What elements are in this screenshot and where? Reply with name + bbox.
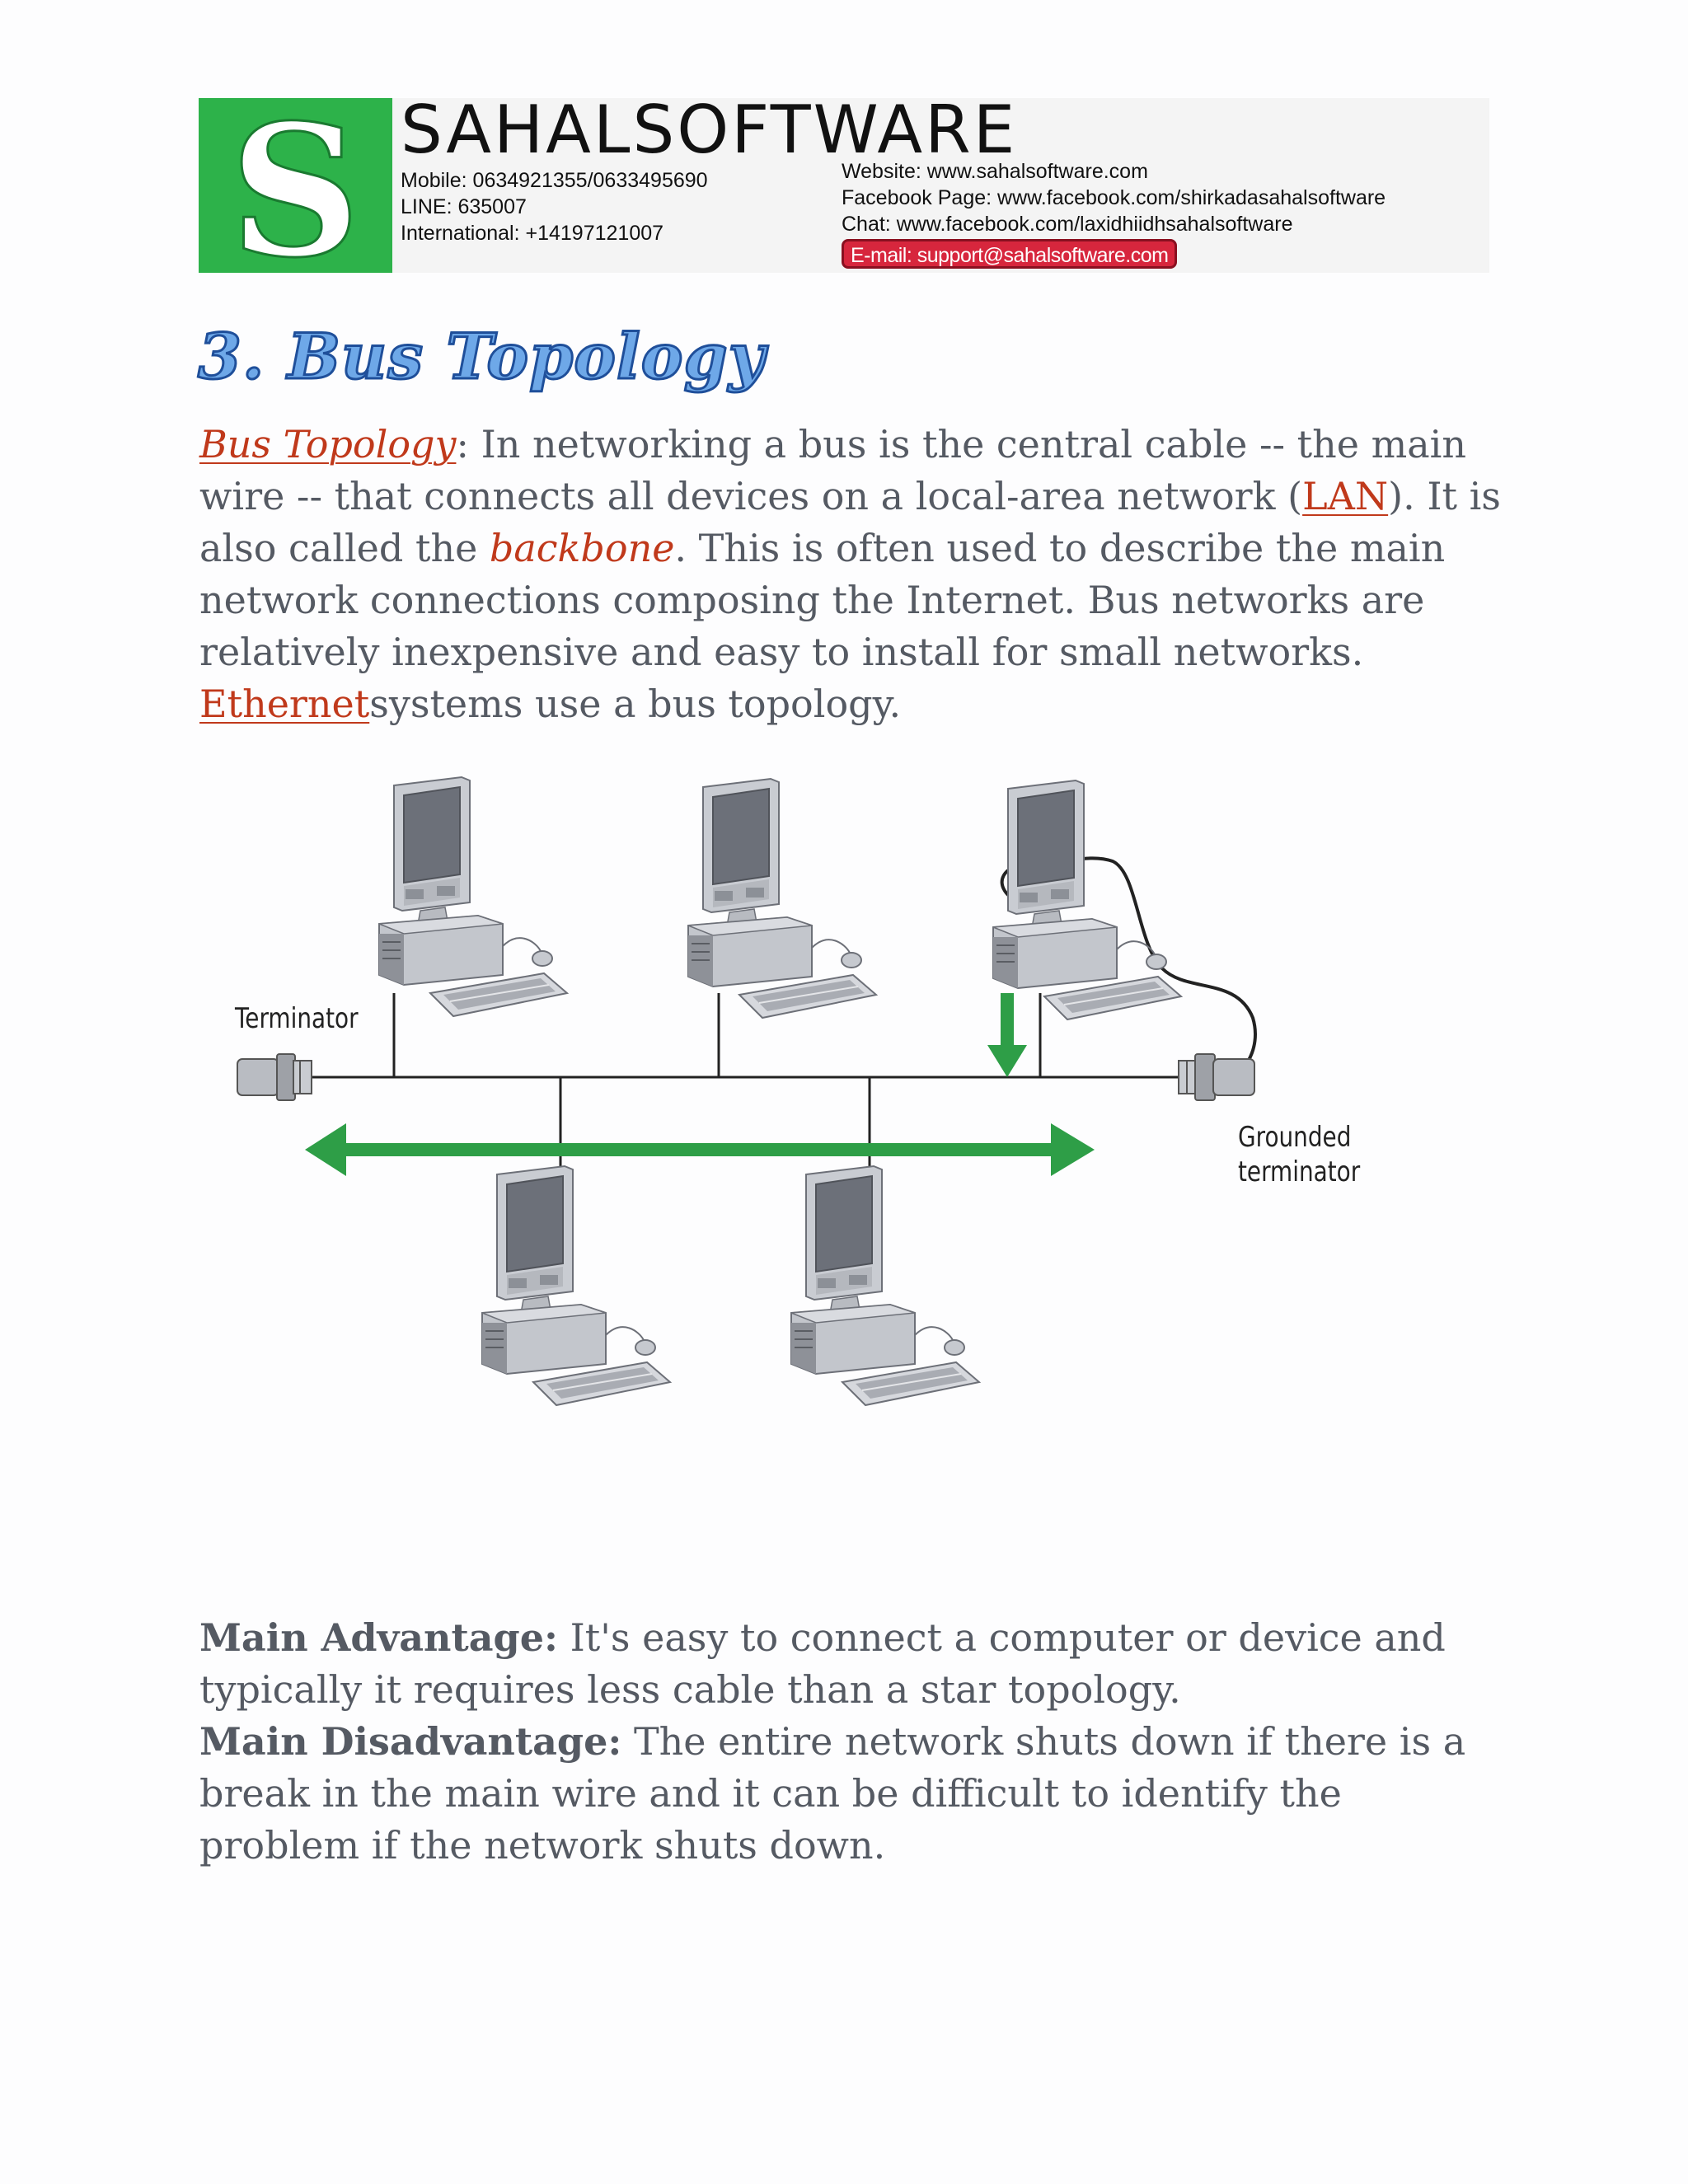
grounded-terminator-label-line1: Grounded (1238, 1121, 1352, 1154)
website-link[interactable]: Website: www.sahalsoftware.com (842, 160, 1148, 183)
computer-1 (379, 777, 567, 1016)
backbone-term: backbone (489, 526, 675, 570)
section-heading: 3. Bus Topology (198, 320, 766, 393)
main-disadvantage-text: The entire network shuts down if there is a break in the main wire and it can be difficult to identify the problem if the network shuts down. (199, 1719, 1466, 1868)
intro-text-1: : In networking a bus is the central cable -- the main wire -- that connects all devices on a local-area network ( (199, 422, 1466, 518)
ethernet-link[interactable]: Ethernet (199, 682, 370, 726)
intro-paragraph (199, 419, 1502, 730)
mobile-number: Mobile: 0634921355/0633495690 (401, 169, 708, 192)
intro-text-4: systems use a bus topology. (369, 682, 902, 726)
line-number: LINE: 635007 (401, 195, 527, 218)
signal-bidirectional-arrow-icon (305, 1123, 1095, 1176)
header-banner (199, 98, 1489, 273)
contact-phones (401, 167, 708, 246)
logo-letter: S (229, 98, 361, 273)
terminator-label: Terminator (235, 1002, 359, 1035)
email-badge[interactable]: E-mail: support@sahalsoftware.com (842, 239, 1177, 269)
main-disadvantage (199, 1716, 1502, 1872)
main-advantage (199, 1612, 1502, 1716)
intro-text-2: ). It is also called the (199, 474, 1501, 570)
contact-web (842, 158, 1386, 269)
facebook-link[interactable]: Facebook Page: www.facebook.com/shirkadasahalsoftware (842, 186, 1386, 209)
intro-text-3: . This is often used to describe the main network connections composing the Internet. Bus networks are relatively inexpensive and easy to install for small networks. (199, 526, 1446, 674)
computer-5 (791, 1166, 979, 1405)
advantages-section (199, 1612, 1502, 1872)
terminator-icon (237, 1054, 312, 1100)
computer-4 (482, 1166, 670, 1405)
main-advantage-label: Main Advantage: (199, 1615, 558, 1660)
bus-topology-link[interactable]: Bus Topology (199, 422, 457, 466)
international-number: International: +14197121007 (401, 222, 664, 245)
bus-topology-diagram (223, 771, 1376, 1471)
main-disadvantage-label: Main Disadvantage: (199, 1719, 622, 1764)
signal-arrow-down-icon (987, 993, 1027, 1077)
computer-2 (688, 779, 876, 1018)
chat-link[interactable]: Chat: www.facebook.com/laxidhiidhsahalsoftware (842, 213, 1293, 236)
grounded-terminator-label-line2: terminator (1238, 1155, 1361, 1188)
grounded-terminator-icon (1179, 1054, 1254, 1100)
sahalsoftware-logo (199, 98, 392, 273)
lan-link[interactable]: LAN (1302, 474, 1389, 518)
computer-3 (993, 780, 1181, 1019)
main-advantage-text: It's easy to connect a computer or device and typically it requires less cable than a star topology. (199, 1615, 1446, 1712)
brand-name: SAHALSOFTWARE (401, 98, 1018, 168)
